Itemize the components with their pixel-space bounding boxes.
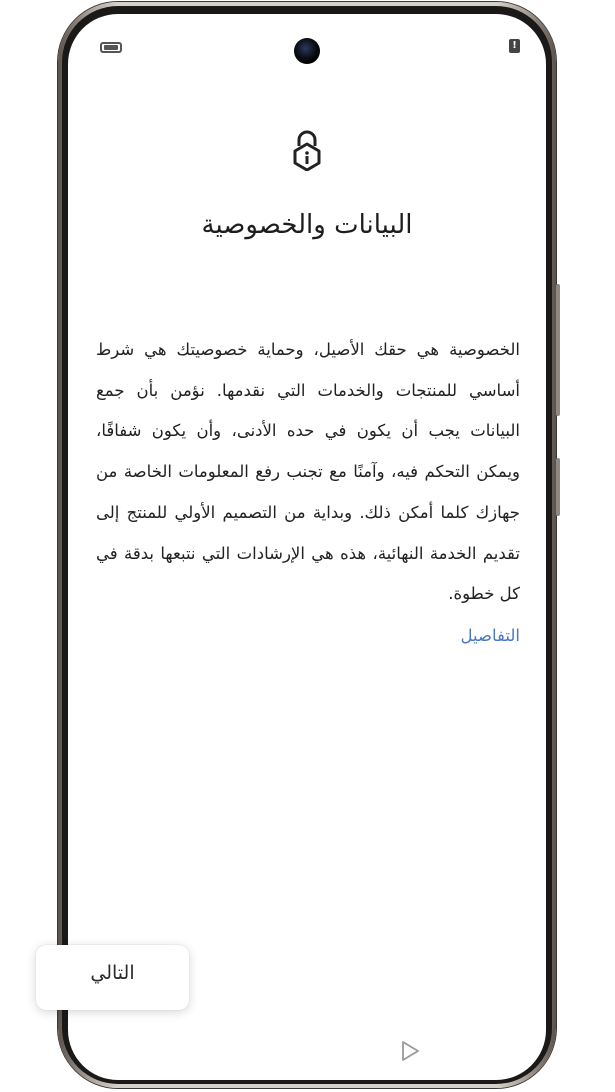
screen bbox=[68, 14, 546, 1080]
page-title: البيانات والخصوصية bbox=[201, 210, 413, 240]
volume-button bbox=[556, 284, 560, 416]
nav-back-icon[interactable] bbox=[399, 1040, 421, 1062]
lock-info-icon bbox=[290, 129, 324, 171]
details-link[interactable]: التفاصيل bbox=[460, 626, 520, 645]
power-button bbox=[556, 458, 560, 516]
next-button[interactable]: التالي bbox=[36, 945, 189, 1010]
alert-icon: ! bbox=[509, 39, 520, 53]
battery-icon bbox=[100, 42, 122, 53]
privacy-description: الخصوصية هي حقك الأصيل، وحماية خصوصيتك هي شرط أساسي للمنتجات والخدمات التي نقدمها. نؤمن بأن جمع البيانات يجب أن يكون في حده الأدنى، وأن يكون شفافًا، ويمكن التحكم فيه، وآمنًا مع تجنب رفع المعلومات الخاصة من جهازك كلما أمكن ذلك. وبداية من التصميم الأولي للمنتج إلى تقديم الخدمة النهائية، هذه هي الإرشادات التي نتبعها بدقة في كل خطوة. bbox=[96, 340, 520, 604]
front-camera bbox=[294, 38, 320, 64]
